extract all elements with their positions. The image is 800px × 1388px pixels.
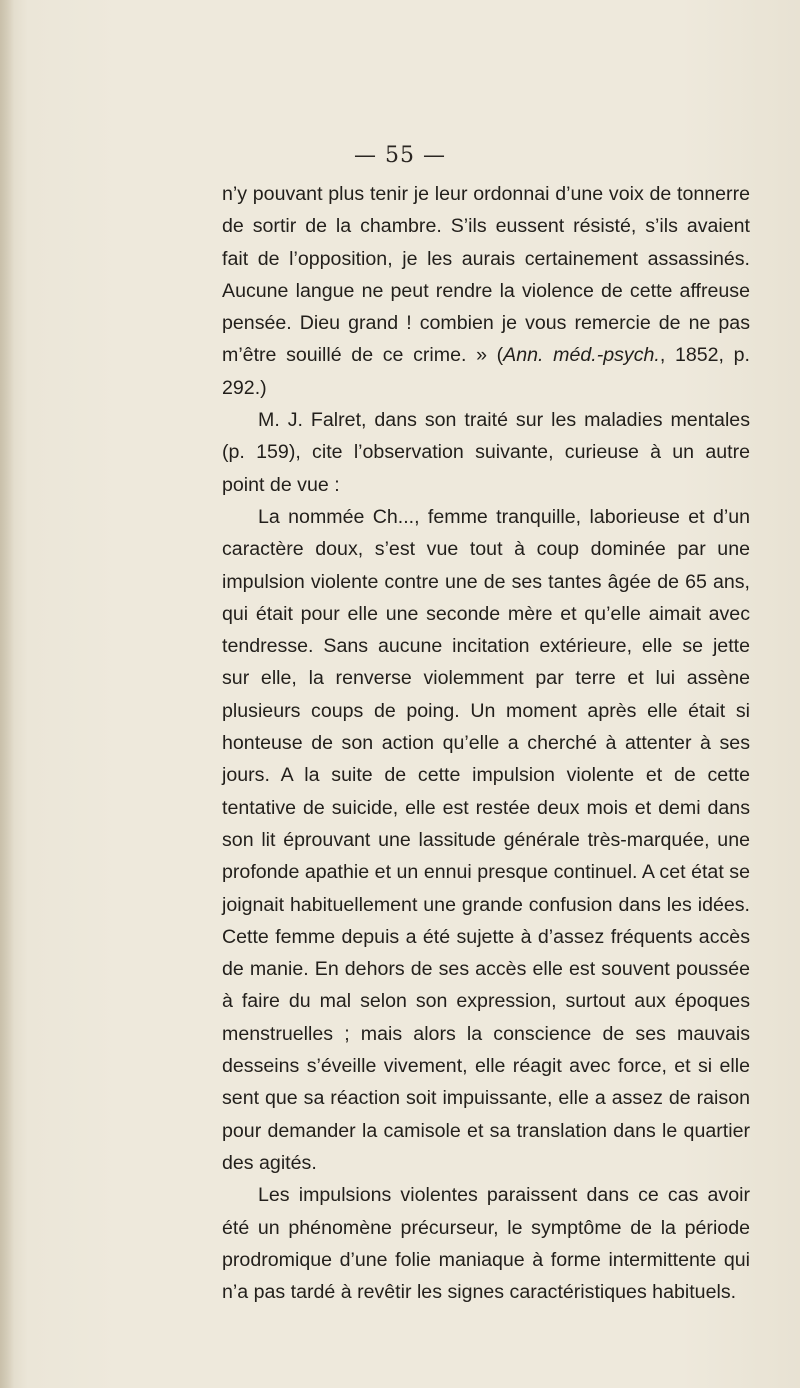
paragraph-continuation xyxy=(222,178,750,404)
page-number: — 55 — xyxy=(354,143,446,168)
paragraph-observation: La nommée Ch..., femme tranquille, laborieuse et d’un caractère doux, s’est vue tout à coup dominée par une impulsion violente contre une de ses tantes âgée de 65 ans, qui était pour elle une seconde mère et qu’elle aimait avec tendresse. Sans aucune incitation extérieure, elle se jette sur elle, la renverse violemment par terre et lui assène plusieurs coups de poing. Un moment après elle était si honteuse de son action qu’elle a cherché à attenter à ses jours. A la suite de cette impulsion violente et de cette tentative de suicide, elle est restée deux mois et demi dans son lit éprouvant une lassitude générale très-marquée, une profonde apathie et un ennui presque continuel. A cet état se joignait habituellement une grande confusion dans les idées. Cette femme depuis a été sujette à d’assez fréquents accès de manie. En dehors de ses accès elle est souvent poussée à faire du mal selon son expression, surtout aux époques menstruelles ; mais alors la conscience de ses mauvais desseins s’éveille vivement, elle réagit avec force, et si elle sent que sa réaction soit impuissante, elle a assez de raison pour demander la camisole et sa translation dans le quartier des agités. xyxy=(222,505,750,1174)
paragraph-falret: M. J. Falret, dans son traité sur les maladies mentales (p. 159), cite l’observation suivante, curieuse à un autre point de vue : xyxy=(222,409,750,496)
citation-details: , 1852, p. 292.) xyxy=(222,344,750,399)
paragraph-conclusion: Les impulsions violentes paraissent dans ce cas avoir été un phénomène précurseur, le symptôme de la période prodromique d’une folie maniaque à forme intermittente qui n’a pas tardé à revêtir les signes caractéristiques habituels. xyxy=(222,1184,750,1304)
paragraph-text: n’y pouvant plus tenir je leur ordonnai d’une voix de tonnerre de sortir de la chambre. S’ils eussent résisté, s’ils avaient fait de l’opposition, je les aurais certainement assassinés. Aucune langue ne peut rendre la violence de cette affreuse pensée. Dieu grand ! combien je vous remercie de ne pas m’être souillé de ce crime. » ( xyxy=(222,183,750,367)
citation-journal: Ann. méd.-psych. xyxy=(503,344,660,367)
body-text xyxy=(222,178,750,1308)
spine-shadow xyxy=(0,0,14,1388)
